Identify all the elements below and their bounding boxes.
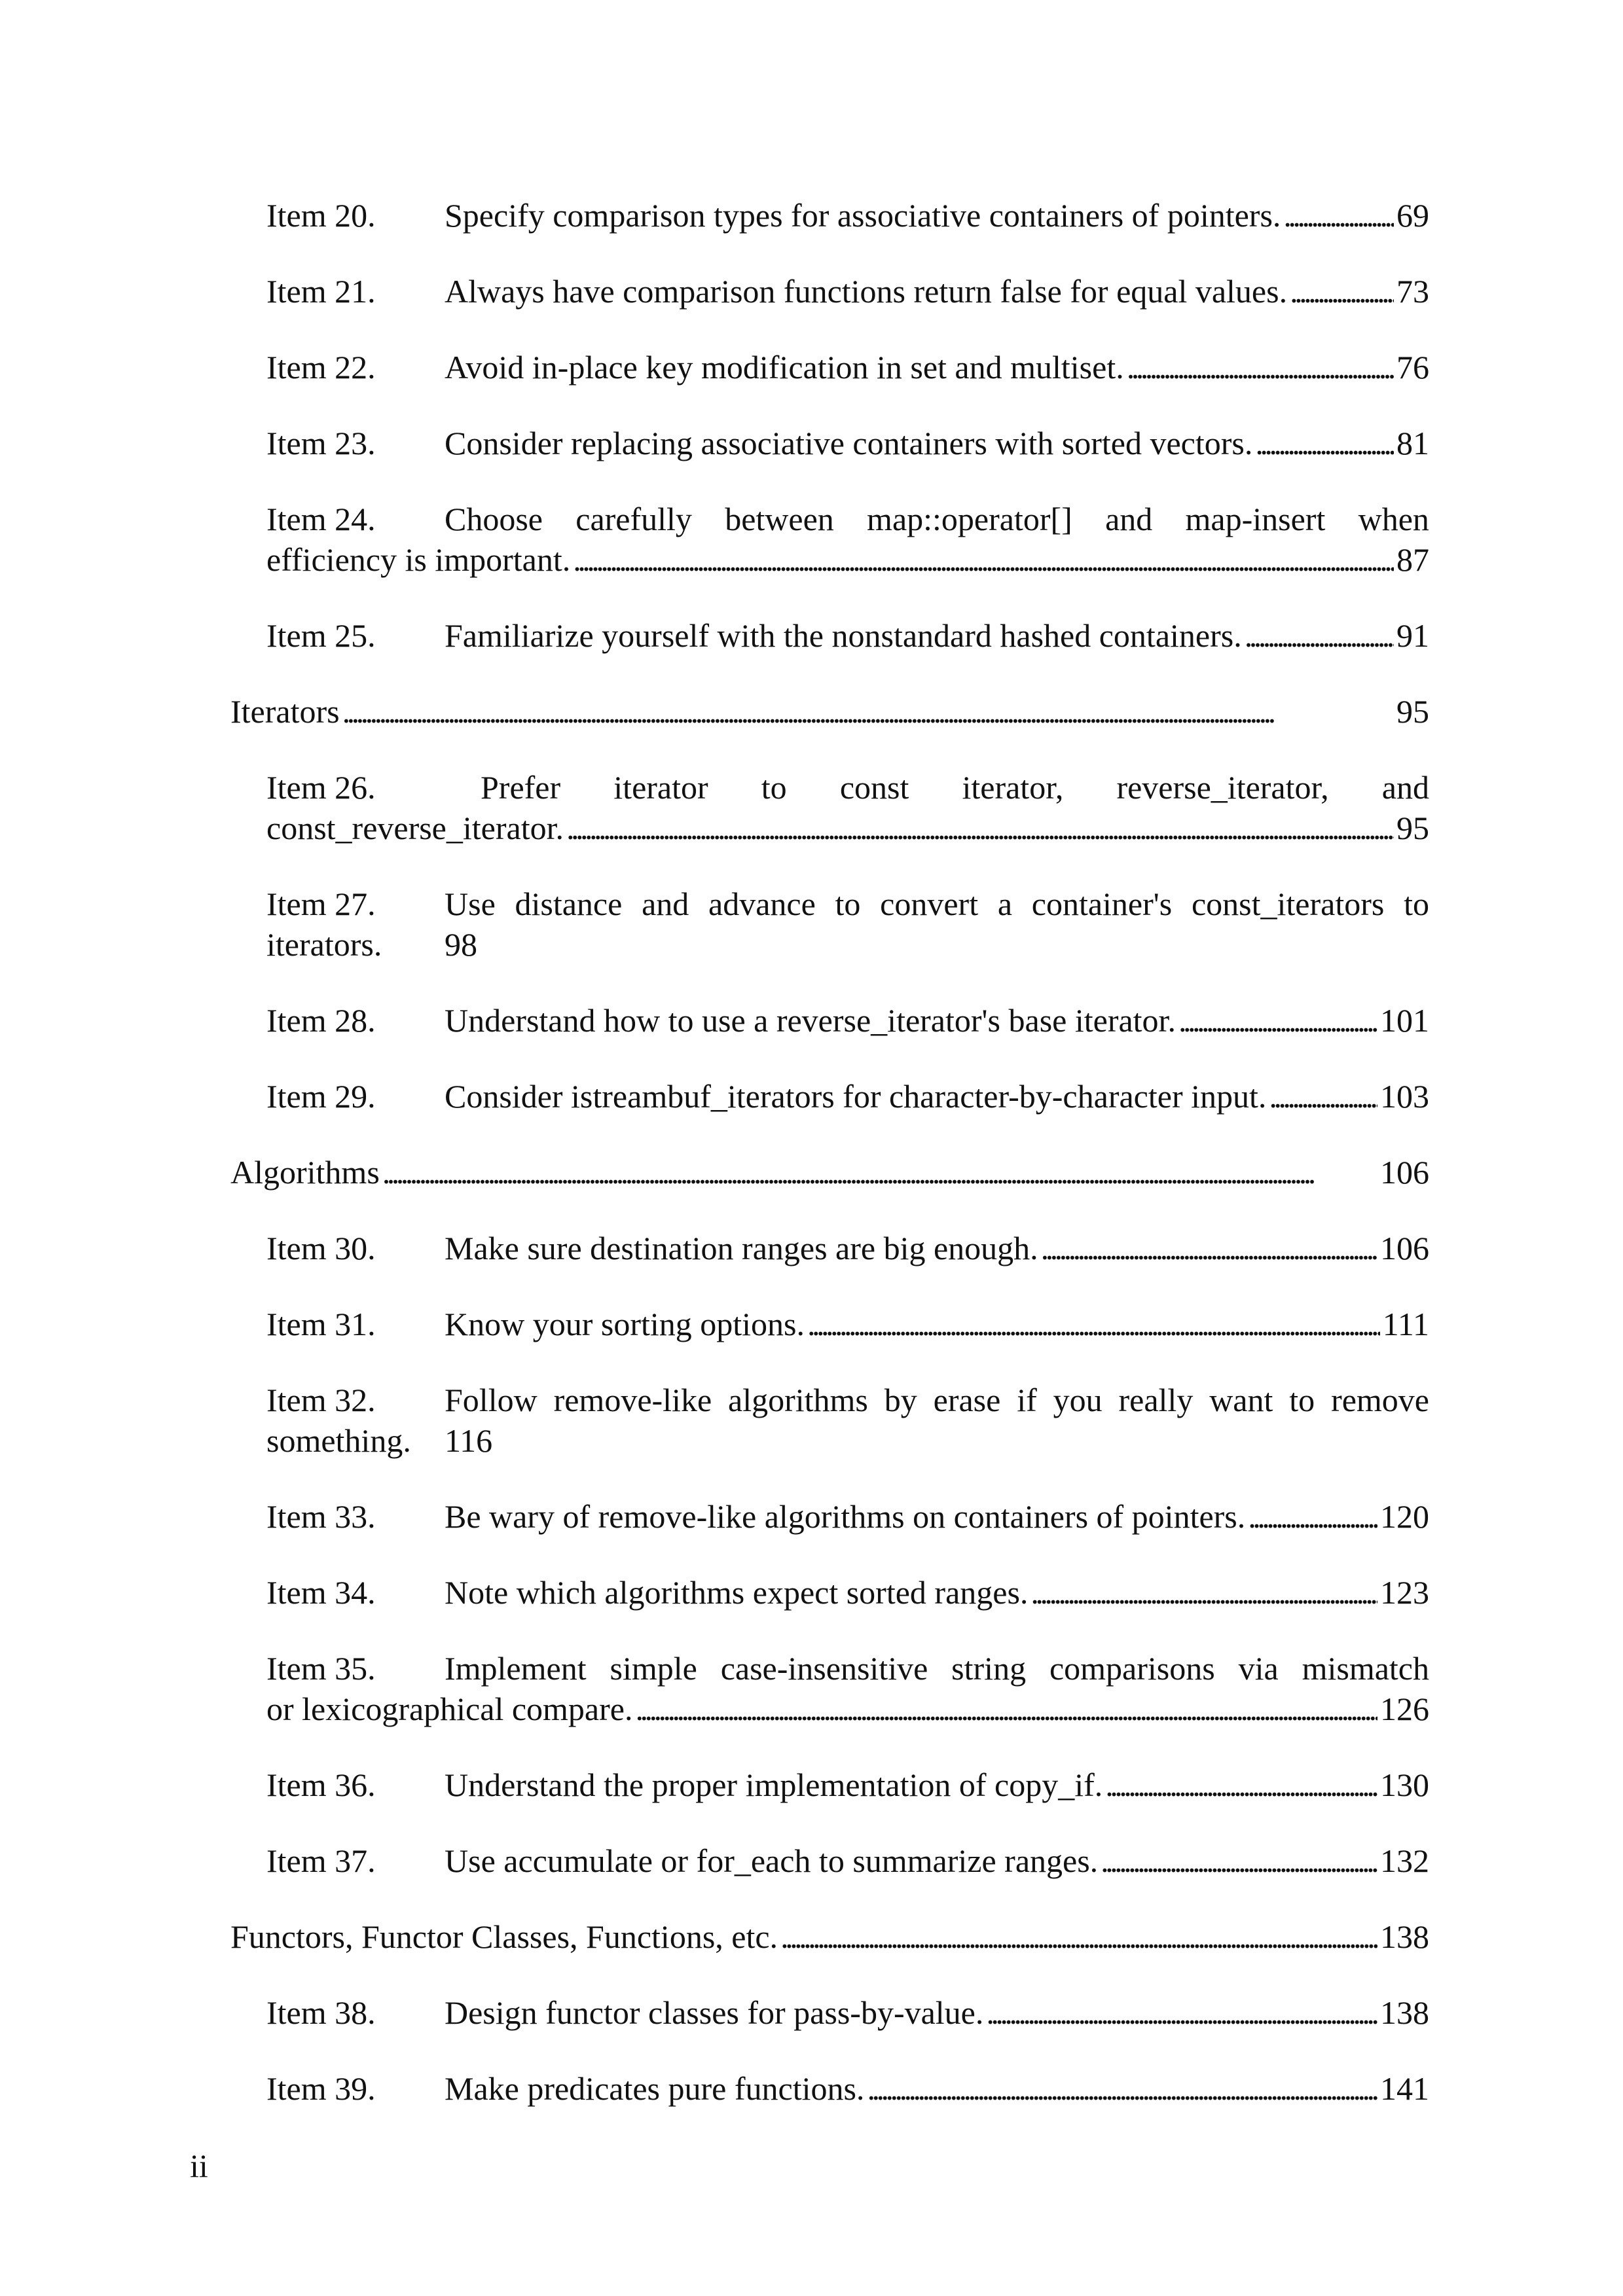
dot-leader xyxy=(1269,1076,1377,1117)
page-folio: ii xyxy=(190,2147,208,2184)
section-title: Iterators xyxy=(230,693,340,730)
item-number: Item 33. xyxy=(266,1498,376,1535)
page-number: 126 xyxy=(1380,1691,1429,1727)
item-title: Familiarize yourself with the nonstandard hashed containers. xyxy=(445,617,1242,654)
title-word: container's xyxy=(1031,886,1173,922)
item-number: Item 23. xyxy=(266,425,376,461)
toc-entry-item-35[interactable] xyxy=(266,1648,1429,1729)
page-number: 87 xyxy=(1396,541,1429,578)
item-number: Item 37. xyxy=(266,1842,376,1879)
item-title: Understand the proper implementation of copy_if. xyxy=(445,1767,1103,1803)
section-title: Functors, Functor Classes, Functions, etc. xyxy=(230,1918,778,1955)
toc-entry-item-21[interactable] xyxy=(266,271,1429,312)
item-title: Design functor classes for pass-by-value. xyxy=(445,1994,984,2031)
page-number: 73 xyxy=(1396,273,1429,310)
toc-entry-item-20[interactable] xyxy=(266,195,1429,236)
dot-leader xyxy=(867,2068,1377,2109)
page-number: 138 xyxy=(1380,1918,1429,1955)
title-word: remove-like xyxy=(553,1382,712,1418)
title-word: erase xyxy=(933,1382,1001,1418)
item-title: Be wary of remove-like algorithms on containers of pointers. xyxy=(445,1498,1246,1535)
item-number: Item 34. xyxy=(266,1574,376,1611)
page-number: 81 xyxy=(1396,425,1429,461)
item-number: Item 32. xyxy=(266,1382,376,1418)
toc-entry-item-28[interactable] xyxy=(266,1000,1429,1041)
page-number: 91 xyxy=(1396,617,1429,654)
item-number: Item 28. xyxy=(266,1002,376,1039)
toc-entry-item-33[interactable] xyxy=(266,1496,1429,1537)
title-word: to xyxy=(835,886,861,922)
item-title-line-2: something. xyxy=(266,1422,411,1459)
title-word: and xyxy=(1381,769,1429,806)
title-word: algorithms xyxy=(728,1382,868,1418)
title-word: iterator xyxy=(613,769,708,806)
toc-entry-item-25[interactable] xyxy=(266,615,1429,656)
toc-entry-item-38[interactable] xyxy=(266,1992,1429,2033)
item-number: Item 22. xyxy=(266,349,376,386)
dot-leader xyxy=(986,1992,1377,2033)
toc-section-iterators[interactable] xyxy=(230,691,1429,732)
dot-leader xyxy=(1290,271,1394,312)
page-number: 103 xyxy=(1380,1078,1429,1115)
title-word: when xyxy=(1358,501,1429,537)
title-word: const xyxy=(839,769,909,806)
item-title-line-2: efficiency is important. xyxy=(266,541,571,578)
title-word: comparisons xyxy=(1049,1650,1215,1687)
item-number: Item 35. xyxy=(266,1650,376,1687)
dot-leader xyxy=(573,539,1394,580)
title-word: string xyxy=(951,1650,1027,1687)
item-number: Item 20. xyxy=(266,197,376,234)
item-title-line-1 xyxy=(445,1648,1429,1689)
item-title: Specify comparison types for associative containers of pointers. xyxy=(445,197,1281,234)
dot-leader xyxy=(1248,1496,1377,1537)
title-word: want xyxy=(1209,1382,1273,1418)
page-number: 95 xyxy=(1396,693,1429,730)
page-number: 95 xyxy=(1396,810,1429,846)
title-word: convert xyxy=(880,886,979,922)
page-number: 76 xyxy=(1396,349,1429,386)
title-word: simple xyxy=(610,1650,697,1687)
title-word: Prefer xyxy=(481,769,561,806)
item-number: Item 30. xyxy=(266,1230,376,1266)
item-title: Consider replacing associative containers with sorted vectors. xyxy=(445,425,1253,461)
title-word: by xyxy=(884,1382,917,1418)
page-number: 116 xyxy=(445,1422,493,1459)
item-title-line-2: or lexicographical compare. xyxy=(266,1691,633,1727)
title-word: Follow xyxy=(445,1382,538,1418)
item-title: Avoid in-place key modification in set and multiset. xyxy=(445,349,1124,386)
title-word: mismatch xyxy=(1302,1650,1429,1687)
item-title-line-1 xyxy=(445,884,1429,924)
dot-leader xyxy=(1105,1765,1377,1805)
title-word: carefully xyxy=(575,501,692,537)
item-title: Always have comparison functions return false for equal values. xyxy=(445,273,1288,310)
page-number: 132 xyxy=(1380,1842,1429,1879)
page-number: 69 xyxy=(1396,197,1429,234)
title-word: you xyxy=(1053,1382,1103,1418)
page-number: 106 xyxy=(1380,1154,1429,1191)
item-number: Item 31. xyxy=(266,1306,376,1342)
toc-entry-item-22[interactable] xyxy=(266,347,1429,387)
title-word: Implement xyxy=(445,1650,587,1687)
item-number: Item 25. xyxy=(266,617,376,654)
toc-entry-item-37[interactable] xyxy=(266,1840,1429,1881)
item-title-line-2: const_reverse_iterator. xyxy=(266,810,564,846)
title-word: case-insensitive xyxy=(720,1650,928,1687)
dot-leader xyxy=(1245,615,1394,656)
item-number: Item 39. xyxy=(266,2070,376,2107)
item-title: Use accumulate or for_each to summarize ranges. xyxy=(445,1842,1099,1879)
toc-entry-item-27[interactable] xyxy=(266,884,1429,965)
title-word: via xyxy=(1238,1650,1279,1687)
page-number: 130 xyxy=(1380,1767,1429,1803)
item-number: Item 26. xyxy=(266,769,376,806)
item-number: Item 36. xyxy=(266,1767,376,1803)
toc-entry-item-36[interactable] xyxy=(266,1765,1429,1805)
title-word: to xyxy=(1289,1382,1315,1418)
dot-leader xyxy=(1041,1228,1377,1268)
toc-section-functors[interactable] xyxy=(230,1916,1429,1957)
title-word: map::operator[] xyxy=(867,501,1072,537)
title-word: const_iterators xyxy=(1191,886,1385,922)
toc-entry-item-31[interactable] xyxy=(266,1304,1429,1344)
item-title: Understand how to use a reverse_iterator's base iterator. xyxy=(445,1002,1176,1039)
item-number: Item 21. xyxy=(266,273,376,310)
toc-entry-item-29[interactable] xyxy=(266,1076,1429,1117)
dot-leader xyxy=(1283,195,1394,236)
title-word: and xyxy=(1105,501,1153,537)
title-word: a xyxy=(997,886,1013,922)
page-number: 138 xyxy=(1380,1994,1429,2031)
dot-leader xyxy=(1030,1572,1377,1613)
title-word: between xyxy=(725,501,834,537)
item-title: Note which algorithms expect sorted ranges. xyxy=(445,1574,1029,1611)
title-word: Choose xyxy=(445,501,543,537)
page-number: 98 xyxy=(445,926,477,963)
title-word: and xyxy=(642,886,689,922)
page-number: 141 xyxy=(1380,2070,1429,2107)
title-word: Use xyxy=(445,886,496,922)
item-title: Consider istreambuf_iterators for character-by-character input. xyxy=(445,1078,1267,1115)
page-number: 101 xyxy=(1380,1002,1429,1039)
page-number: 120 xyxy=(1380,1498,1429,1535)
dot-leader xyxy=(1127,347,1394,387)
item-number: Item 29. xyxy=(266,1078,376,1115)
dot-leader xyxy=(1255,423,1394,463)
item-number: Item 24. xyxy=(266,501,376,537)
item-title: Know your sorting options. xyxy=(445,1306,805,1342)
dot-leader xyxy=(566,808,1394,848)
title-word: really xyxy=(1118,1382,1194,1418)
page-number: 106 xyxy=(1380,1230,1429,1266)
item-number: Item 38. xyxy=(266,1994,376,2031)
item-title: Make predicates pure functions. xyxy=(445,2070,865,2107)
title-word: advance xyxy=(708,886,816,922)
toc-entry-item-26[interactable] xyxy=(266,767,1429,848)
title-word: if xyxy=(1017,1382,1037,1418)
toc-entry-item-39[interactable] xyxy=(266,2068,1429,2109)
toc-entry-item-23[interactable] xyxy=(266,423,1429,463)
page-number: 123 xyxy=(1380,1574,1429,1611)
dot-leader xyxy=(342,691,1394,732)
toc-entry-item-32[interactable] xyxy=(266,1380,1429,1461)
item-title-line-2: iterators. xyxy=(266,926,382,963)
title-word: to xyxy=(1404,886,1429,922)
title-word: reverse_iterator, xyxy=(1116,769,1329,806)
title-word: distance xyxy=(515,886,623,922)
dot-leader xyxy=(1101,1840,1377,1881)
dot-leader xyxy=(1178,1000,1377,1041)
title-word: iterator, xyxy=(962,769,1064,806)
dot-leader xyxy=(780,1916,1377,1957)
title-word: to xyxy=(761,769,787,806)
title-word: map-insert xyxy=(1185,501,1326,537)
item-title: Make sure destination ranges are big enough. xyxy=(445,1230,1038,1266)
toc-section-algorithms[interactable] xyxy=(230,1152,1429,1193)
section-title: Algorithms xyxy=(230,1154,380,1191)
item-title-line-1 xyxy=(445,1380,1429,1420)
item-title-line-1 xyxy=(445,767,1429,808)
toc-entry-item-24[interactable] xyxy=(266,499,1429,580)
page-number: 111 xyxy=(1382,1306,1429,1342)
dot-leader xyxy=(807,1304,1380,1344)
dot-leader xyxy=(382,1152,1377,1193)
item-title-line-1 xyxy=(445,499,1429,539)
title-word: remove xyxy=(1331,1382,1429,1418)
toc-entry-item-30[interactable] xyxy=(266,1228,1429,1268)
item-number: Item 27. xyxy=(266,886,376,922)
dot-leader xyxy=(635,1689,1377,1729)
toc-entry-item-34[interactable] xyxy=(266,1572,1429,1613)
